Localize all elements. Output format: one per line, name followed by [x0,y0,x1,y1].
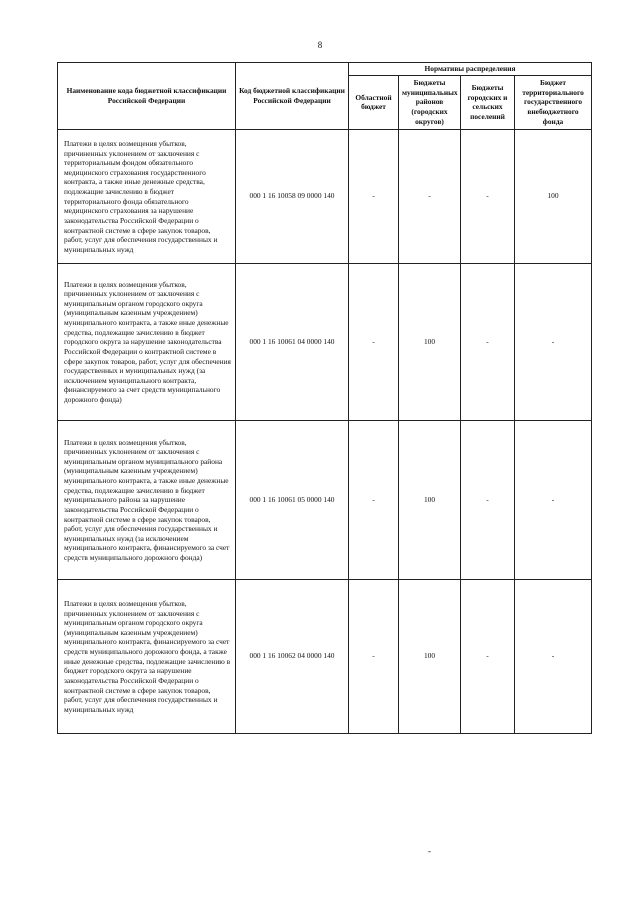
row-value: - [461,129,515,263]
row-value: - [349,579,399,733]
row-value: - [461,579,515,733]
row-code: 000 1 16 10061 05 0000 140 [236,420,349,579]
row-value: 100 [399,579,461,733]
row-value: - [349,420,399,579]
row-value: - [399,129,461,263]
table-row [58,420,592,579]
row-name: Платежи в целях возмещения убытков, причиненных уклонением от заключения с муниципальным органом городского округа (муниципальным казенным учреждением) муниципального контракта, финансируемого за счет средств муниципального дорожного фонда, а также иные денежные средства, подлежащие зачислению в бюджет городского округа за нарушение законодательства Российской Федерации о контрактной системе в сфере закупок товаров, работ, услуг для обеспечения государственных и муниципальных нужд [58,579,236,733]
row-name: Платежи в целях возмещения убытков, причиненных уклонением от заключения с территориальным фондом обязательного медицинского страхования государственного контракта, а также иные денежные средства, подлежащие зачислению в бюджет территориального фонда обязательного медицинского страхования за нарушение законодательства Российской Федерации о контрактной системе в сфере закупок товаров, работ, услуг для обеспечения государственных и муниципальных нужд [58,129,236,263]
table-row [58,263,592,420]
row-value: - [461,420,515,579]
header-regional-budget: Областной бюджет [349,75,399,129]
row-code: 000 1 16 10058 09 0000 140 [236,129,349,263]
row-code: 000 1 16 10061 04 0000 140 [236,263,349,420]
table-row [58,129,592,263]
header-municipal-districts: Бюджеты муниципальных районов (городских округов) [399,75,461,129]
row-value: - [349,129,399,263]
header-row-1 [58,63,592,76]
row-value: - [349,263,399,420]
row-code: 000 1 16 10062 04 0000 140 [236,579,349,733]
row-value: 100 [399,263,461,420]
header-settlements: Бюджеты городских и сельских поселений [461,75,515,129]
row-value: 100 [515,129,592,263]
row-value: - [461,263,515,420]
header-name: Наименование кода бюджетной классификации Российской Федерации [58,63,236,130]
row-name: Платежи в целях возмещения убытков, причиненных уклонением от заключения с муниципальным органом муниципального района (муниципальным казенным учреждением) муниципального контракта, а также иные денежные средства, подлежащие зачислению в бюджет муниципального района за нарушение законодательства Российской Федерации о контрактной системе в сфере закупок товаров, работ, услуг для обеспечения государственных и муниципальных нужд (за исключением муниципального контракта, финансируемого за счет средств муниципального дорожного фонда) [58,420,236,579]
row-value: - [515,420,592,579]
page-number: 8 [317,40,323,50]
footer-mark: - [428,846,431,856]
header-extrabudgetary-fund: Бюджет территориального государственного внебюджетного фонда [515,75,592,129]
row-value: - [515,579,592,733]
row-value: 100 [399,420,461,579]
header-code: Код бюджетной классификации Российской Федерации [236,63,349,130]
row-name: Платежи в целях возмещения убытков, причиненных уклонением от заключения с муниципальным органом городского округа (муниципальным казенным учреждением) муниципального контракта, а также иные денежные средства, подлежащие зачислению в бюджет городского округа за нарушение законодательства Российской Федерации о контрактной системе в сфере закупок товаров, работ, услуг для обеспечения государственных и муниципальных нужд (за исключением муниципального контракта, финансируемого за счет средств муниципального дорожного фонда) [58,263,236,420]
budget-classification-table [57,62,592,734]
row-value: - [515,263,592,420]
header-group: Нормативы распределения [349,63,592,76]
table-row [58,579,592,733]
